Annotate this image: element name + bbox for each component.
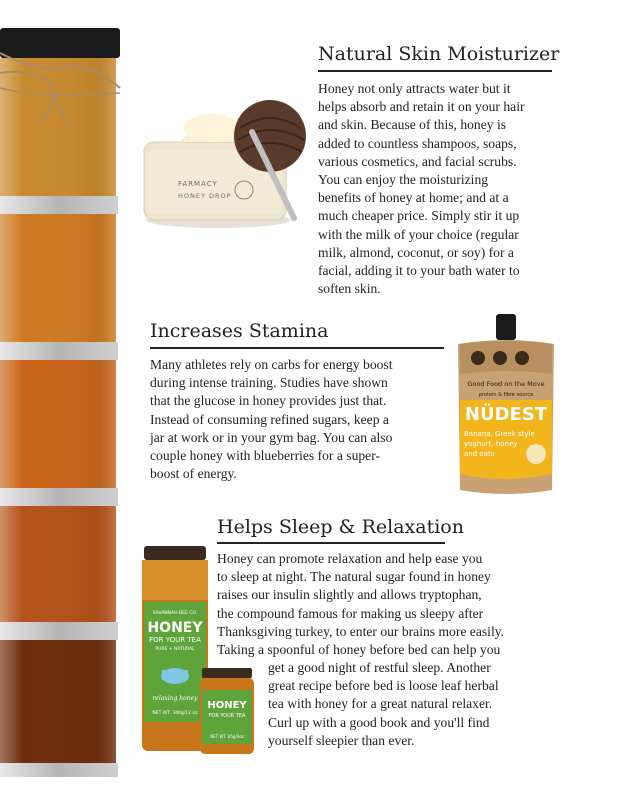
text-line: boost of energy. (150, 466, 237, 482)
pouch-flavor-line: Banana, Greek style (464, 430, 535, 438)
text-line: with the milk of your choice (regular (318, 226, 519, 242)
text-line: facial, adding it to your bath water to (318, 263, 520, 279)
title-underline (318, 70, 552, 72)
tea-name-label: HONEY (147, 620, 203, 636)
text-line: benefits of honey at home; and at a (318, 190, 509, 206)
tea-name-sub: FOR YOUR TEA (149, 636, 201, 644)
pouch-brand: NÜDEST (464, 404, 548, 425)
text-line: Honey not only attracts water but it (318, 81, 511, 96)
text-line: Curl up with a good book and you'll find (268, 714, 490, 730)
text-line: jar at work or in your gym bag. You can also (150, 429, 393, 445)
honey-moisturizer-jar-image (140, 98, 312, 230)
text-line: and skin. Because of this, honey is (318, 117, 507, 133)
text-line: helps absorb and retain it on your hair (318, 99, 525, 115)
text-line: You can enjoy the moisturizing (318, 172, 489, 188)
tea-brand-label: SAVANNAH BEE CO. (152, 611, 198, 616)
text-line: during intense training. Studies have shown (150, 375, 388, 391)
text-line: couple honey with blueberries for a super- (150, 448, 380, 464)
text-line: the compound famous for making us sleepy after (217, 605, 484, 621)
honey-jar-stack-image (0, 28, 122, 783)
text-line: milk, almond, coconut, or soy) for a (318, 244, 514, 260)
tea-weight-label: NET WT. 340g/12 oz (152, 711, 198, 716)
text-line: Thanksgiving turkey, to enter our brains more easily. (217, 623, 505, 639)
section-title-moisturizer: Natural Skin Moisturizer (318, 43, 560, 65)
text-line: tea with honey for a great natural relaxer. (268, 696, 493, 712)
tea-small-weight-label: NET WT. 85g/3oz (210, 734, 244, 739)
energy-pouch-image (452, 314, 560, 498)
farmacy-product-label: HONEY DROP (178, 192, 232, 200)
title-underline (217, 542, 445, 544)
tea-style-label: relaxing honey (152, 695, 198, 702)
pouch-subtitle: protein & fibre source (478, 392, 534, 398)
text-line: soften skin. (318, 281, 381, 297)
title-underline (150, 347, 444, 349)
text-line: great recipe before bed is loose leaf herbal (268, 678, 499, 694)
text-line: Taking a spoonful of honey before bed can help you (217, 642, 501, 658)
pouch-flavor-line: and oats (464, 450, 495, 458)
text-line: raises our insulin slightly and allows tryptophan, (217, 587, 482, 603)
text-line: that the glucose in honey provides just that. (150, 393, 387, 409)
text-line: Many athletes rely on carbs for energy boost (150, 357, 393, 372)
tea-pure-label: PURE + NATURAL (155, 647, 195, 652)
text-line: Honey can promote relaxation and help ease you (217, 551, 483, 566)
section-title-sleep: Helps Sleep & Relaxation (217, 516, 464, 538)
text-line: to sleep at night. The natural sugar found in honey (217, 569, 491, 585)
text-line: much cheaper price. Simply stir it up (318, 208, 520, 224)
text-line: added to countless shampoos, soaps, (318, 135, 517, 151)
moisturizer-paragraph (318, 80, 573, 298)
stamina-paragraph (150, 356, 445, 483)
honey-for-tea-small-jar-image (198, 668, 256, 754)
sleep-paragraph-top (217, 550, 562, 659)
pouch-flavor-line: yoghurt, honey (464, 440, 518, 448)
section-title-stamina: Increases Stamina (150, 320, 329, 342)
pouch-tagline: Good Food on the Move (467, 380, 545, 388)
text-line: yourself sleepier than ever. (268, 732, 415, 748)
tea-small-name-sub: FOR YOUR TEA (208, 713, 246, 719)
tea-small-name-label: HONEY (207, 700, 247, 711)
text-line: various cosmetics, and facial scrubs. (318, 153, 517, 169)
text-line: get a good night of restful sleep. Another (268, 660, 491, 675)
farmacy-brand-label: FARMACY (178, 180, 218, 188)
sleep-paragraph-bottom (268, 659, 558, 750)
text-line: Instead of consuming refined sugars, keep a (150, 411, 389, 427)
